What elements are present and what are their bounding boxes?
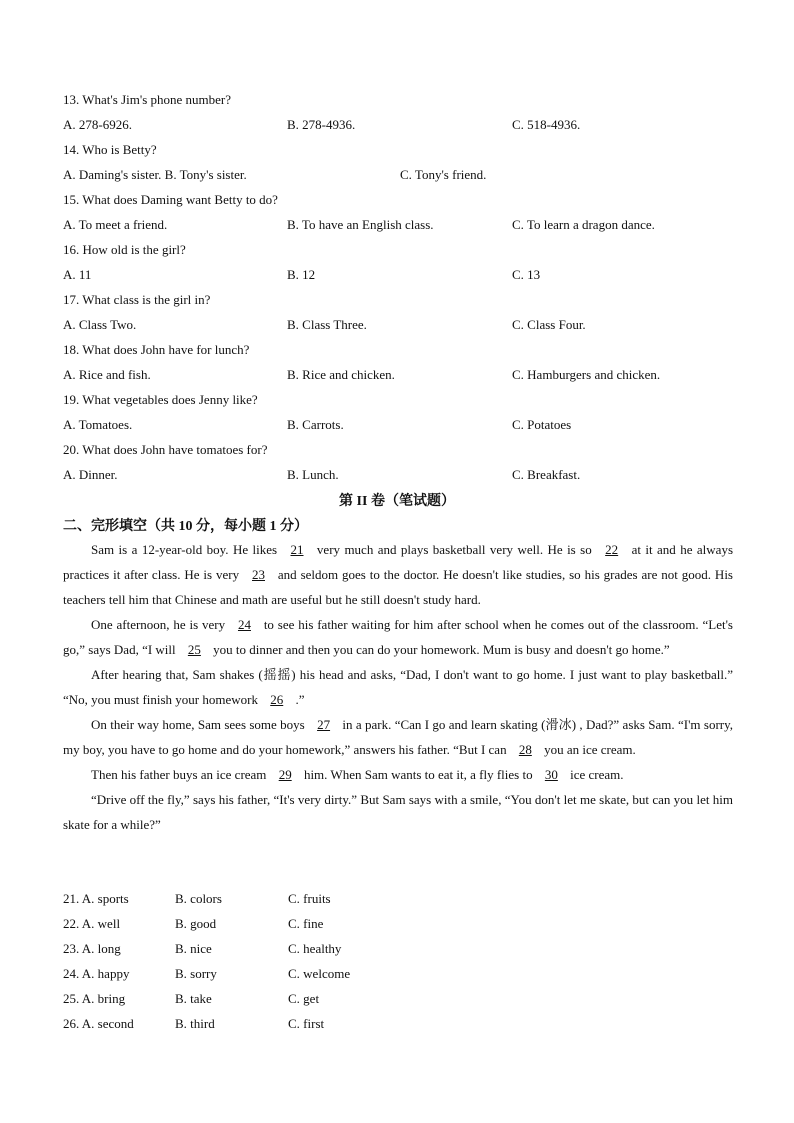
blank-22: 22 (605, 542, 619, 557)
cloze-option-25-a: 25. A. bring (63, 991, 126, 1006)
question-16: 16. How old is the girl? (63, 242, 186, 257)
option-20-c: C. Breakfast. (512, 467, 581, 482)
cloze-option-25-c: C. get (288, 991, 320, 1006)
option-18-a: A. Rice and fish. (63, 367, 151, 382)
blank-26: 26 (270, 692, 284, 707)
passage-paragraph-1: Sam is a 12-year-old boy. He likes 21 very much and plays basketball very well. He is so 22 at it and he always practices it after class. He is very 23 and seldom goes to the doctor. He doesn't like studies, so his grades are not good. His teachers tell him that Chinese and math are useful but he still doesn't study hard. (63, 542, 734, 607)
passage-paragraph-6: “Drive off the fly,” says his father, “It's very dirty.” But Sam says with a smile, “You don't let me skate, but can you let him skate for a while?” (63, 792, 733, 832)
question-20: 20. What does John have tomatoes for? (63, 442, 268, 457)
option-18-b: B. Rice and chicken. (287, 367, 395, 382)
blank-21: 21 (290, 542, 304, 557)
blank-25: 25 (187, 642, 201, 657)
option-16-a: A. 11 (63, 267, 92, 282)
passage-paragraph-3: After hearing that, Sam shakes (摇摇) his head and asks, “Dad, I don't want to go home. I just want to play basketball.” “No, you must finish your homework 26 .” (63, 667, 733, 707)
option-17-b: B. Class Three. (287, 317, 367, 332)
cloze-option-21-a: 21. A. sports (63, 891, 129, 906)
option-20-a: A. Dinner. (63, 467, 118, 482)
option-17-a: A. Class Two. (63, 317, 137, 332)
option-19-c: C. Potatoes (512, 417, 572, 432)
option-17-c: C. Class Four. (512, 317, 586, 332)
cloze-option-22-a: 22. A. well (63, 916, 121, 931)
cloze-option-22-c: C. fine (288, 916, 324, 931)
blank-28: 28 (518, 742, 532, 757)
question-18: 18. What does John have for lunch? (63, 342, 250, 357)
cloze-option-21-b: B. colors (175, 891, 222, 906)
passage-paragraph-2: One afternoon, he is very 24 to see his father waiting for him after school when he comes out of the classroom. “Let's go,” says Dad, “I will 25 you to dinner and then you can do your homework. Mum is busy and doesn't go home.” (63, 617, 733, 657)
blank-24: 24 (237, 617, 251, 632)
cloze-option-23-b: B. nice (175, 941, 212, 956)
part-two-title: 第 II 卷（笔试题） (339, 494, 455, 509)
cloze-option-26-a: 26. A. second (63, 1016, 134, 1031)
option-13-b: B. 278-4936. (287, 117, 356, 132)
cloze-option-24-a: 24. A. happy (63, 966, 130, 981)
cloze-option-21-c: C. fruits (288, 891, 331, 906)
cloze-option-25-b: B. take (175, 991, 212, 1006)
question-17: 17. What class is the girl in? (63, 292, 211, 307)
cloze-option-26-b: B. third (175, 1016, 215, 1031)
cloze-option-22-b: B. good (175, 916, 217, 931)
question-19: 19. What vegetables does Jenny like? (63, 392, 258, 407)
option-15-c: C. To learn a dragon dance. (512, 217, 655, 232)
blank-27: 27 (317, 717, 331, 732)
cloze-passage (63, 537, 733, 837)
option-14-c: C. Tony's friend. (400, 167, 487, 182)
blank-29: 29 (278, 767, 292, 782)
cloze-option-24-c: C. welcome (288, 966, 351, 981)
option-19-a: A. Tomatoes. (63, 417, 133, 432)
option-15-a: A. To meet a friend. (63, 217, 168, 232)
blank-30: 30 (544, 767, 558, 782)
cloze-section-title: 二、完形填空（共 10 分，每小题 1 分） (63, 519, 308, 534)
passage-paragraph-5: Then his father buys an ice cream 29 him. When Sam wants to eat it, a fly flies to 30 ice cream. (91, 767, 624, 782)
cloze-option-23-a: 23. A. long (63, 941, 121, 956)
option-14-ab: A. Daming's sister. B. Tony's sister. (63, 167, 247, 182)
option-13-c: C. 518-4936. (512, 117, 581, 132)
option-18-c: C. Hamburgers and chicken. (512, 367, 661, 382)
option-16-b: B. 12 (287, 267, 316, 282)
cloze-option-23-c: C. healthy (288, 941, 342, 956)
option-15-b: B. To have an English class. (287, 217, 434, 232)
option-20-b: B. Lunch. (287, 467, 339, 482)
blank-23: 23 (252, 567, 265, 582)
cloze-option-24-b: B. sorry (175, 966, 217, 981)
cloze-option-26-c: C. first (288, 1016, 325, 1031)
question-14: 14. Who is Betty? (63, 142, 157, 157)
passage-paragraph-4: On their way home, Sam sees some boys 27 in a park. “Can I go and learn skating (滑冰) , Dad?” asks Sam. “I'm sorry, my boy, you have to go home and do your homework,” answers his father. “But I can 28 you an ice cream. (63, 717, 734, 757)
option-16-c: C. 13 (512, 267, 541, 282)
option-13-a: A. 278-6926. (63, 117, 132, 132)
option-19-b: B. Carrots. (287, 417, 344, 432)
question-15: 15. What does Daming want Betty to do? (63, 192, 278, 207)
question-13: 13. What's Jim's phone number? (63, 92, 232, 107)
